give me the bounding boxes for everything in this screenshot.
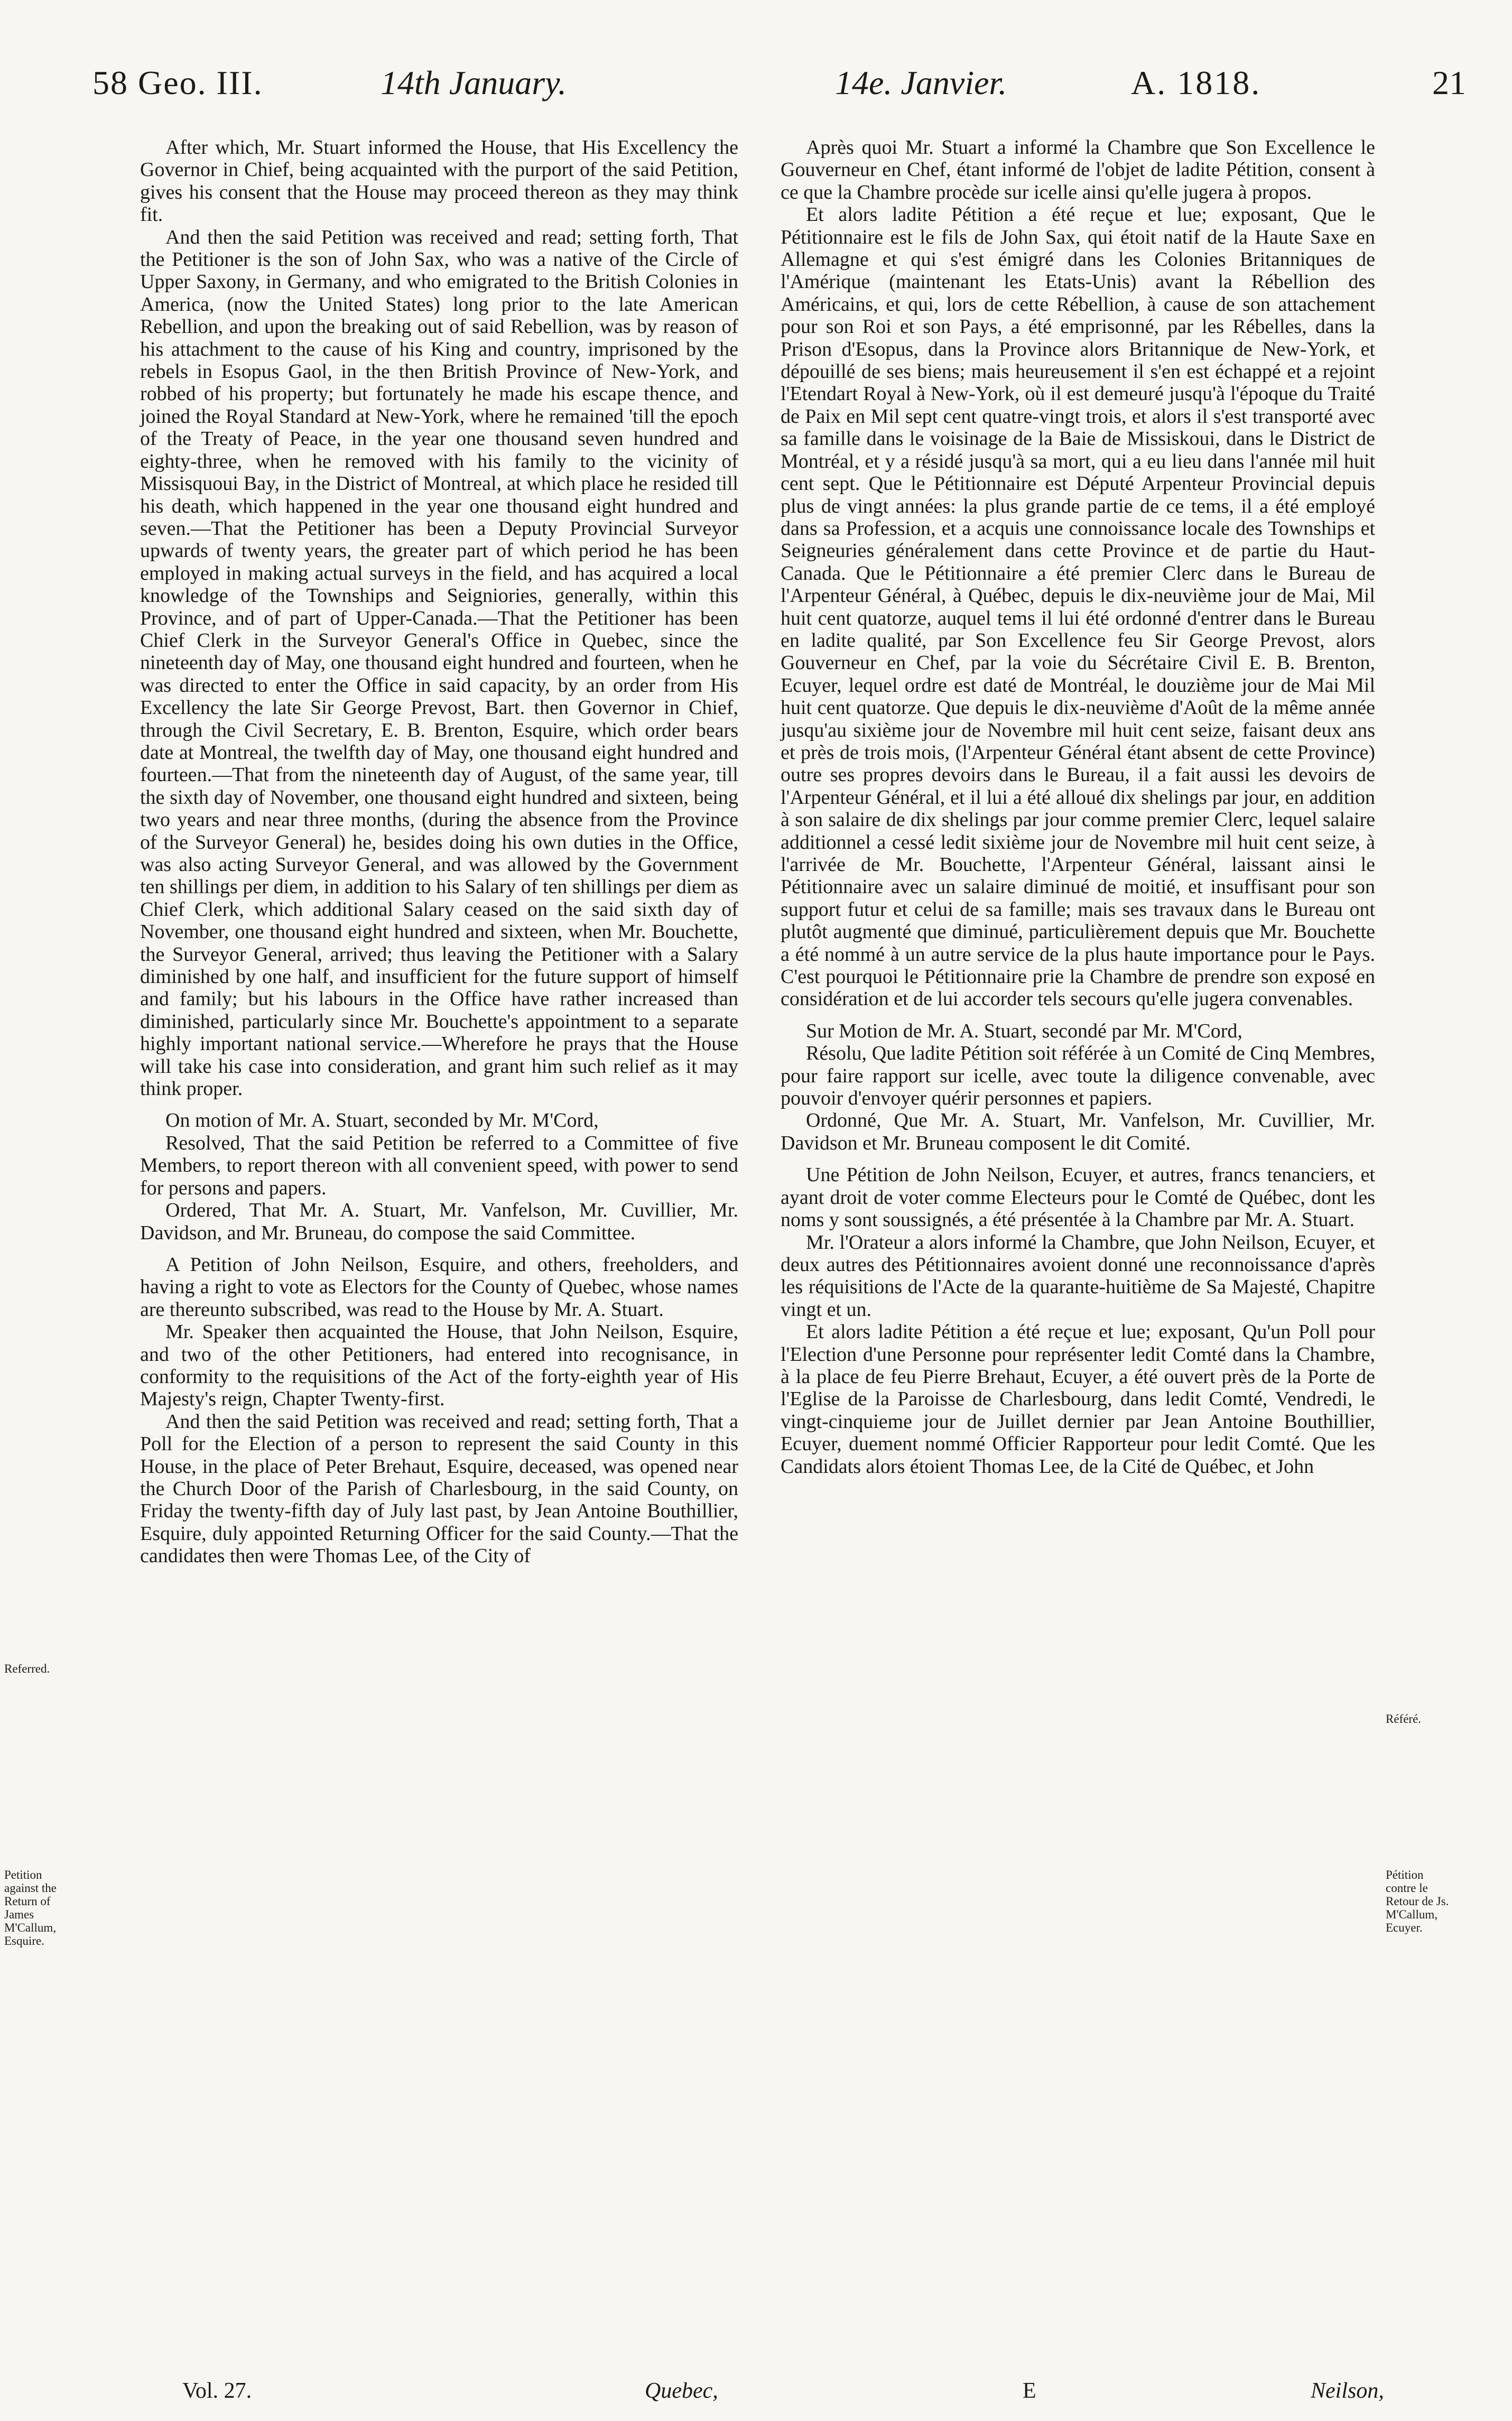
date-french: 14e. Janvier.: [835, 64, 1007, 101]
catchword-english: Quebec,: [645, 2379, 718, 2403]
running-header: [0, 63, 1512, 122]
paragraph: Resolved, That the said Petition be referred to a Committee of five Members, to report thereon with all convenient speed, with power to send for persons and papers.: [140, 1131, 738, 1199]
paragraph: And then the said Petition was received and read; setting forth, That the Petitioner is the son of John Sax, who was a native of the Circle of Upper Saxony, in Germany, and who emigrated to the British Colonies in America, (now the United States) long prior to the late American Rebellion, and upon the breaking out of said Rebellion, was by reason of his attachment to the cause of his King and country, imprisoned by the rebels in Esopus Gaol, in the then British Province of New-York, and robbed of his property; but fortunately he made his escape thence, and joined the Royal Standard at New-York, where he remained 'till the epoch of the Treaty of Peace, in the year one thousand seven hundred and eighty-three, when he removed with his family to the vicinity of Missisquoui Bay, in the District of Montreal, at which place he resided till his death, which happened in the year one thousand eight hundred and seven.—That the Petitioner has been a Deputy Provincial Surveyor upwards of twenty years, the greater part of which period he has been employed in making actual surveys in the field, and has acquired a local knowledge of the Townships and Seigniories, generally, within this Province, and of part of Upper-Canada.—That the Petitioner has been Chief Clerk in the Surveyor General's Office in Quebec, since the nineteenth day of May, one thousand eight hundred and fourteen, when he was directed to enter the Office in said capacity, by an order from His Excellency the late Sir George Prevost, Bart. then Governor in Chief, through the Civil Secretary, E. B. Brenton, Esquire, which order bears date at Montreal, the twelfth day of May, one thousand eight hundred and fourteen.—That from the nineteenth day of August, of the same year, till the sixth day of November, one thousand eight hundred and sixteen, being two years and near three months, (during the absence from the Province of the Surveyor General) he, besides doing his own duties in the Office, was also acting Surveyor General, and was allowed by the Government ten shillings per diem, in addition to his Salary of ten shillings per diem as Chief Clerk, which additional Salary ceased on the said sixth day of November, one thousand eight hundred and sixteen, when Mr. Bouchette, the Surveyor General, arrived; thus leaving the Petitioner with a Salary diminished by one half, and insufficient for the future support of himself and family; but his labours in the Office have rather increased than diminished, particularly since Mr. Bouchette's appointment to a separate highly important national service.—Wherefore he prays that the House will take his case into consideration, and grant him such relief as it may think proper.: [140, 226, 738, 1100]
regnal-year: 58 Geo. III.: [92, 64, 263, 101]
paragraph: On motion of Mr. A. Stuart, seconded by Mr. M'Cord,: [165, 1109, 599, 1132]
margin-note-referred-en: Referred.: [4, 1662, 50, 1675]
margin-note-petition-en: Petition against the Return of James M'Callum, Esquire.: [4, 1868, 57, 1947]
paragraph: Mr. l'Orateur a alors informé la Chambre, que John Neilson, Ecuyer, et deux autres des Pétitionnaires avoient donné une reconnoissance d'après les réquisitions de l'Acte de la quarante-huitième de Sa Majesté, Chapitre vingt et un.: [781, 1231, 1375, 1321]
paragraph: Après quoi Mr. Stuart a informé la Chambre que Son Excellence le Gouverneur en Chef, étant informé de l'objet de ladite Pétition, consent à ce que la Chambre procède sur icelle ainsi qu'elle jugera à propos.: [781, 136, 1375, 203]
paragraph: Ordonné, Que Mr. A. Stuart, Mr. Vanfelson, Mr. Cuvillier, Mr. Davidson et Mr. Bruneau composent le dit Comité.: [781, 1109, 1375, 1154]
page-number: 21: [1432, 64, 1466, 101]
paragraph: Une Pétition de John Neilson, Ecuyer, et autres, francs tenanciers, et ayant droit de voter comme Electeurs pour le Comté de Québec, dont les noms y sont soussignés, a été présentée à la Chambre par Mr. A. Stuart.: [781, 1164, 1375, 1231]
date-english: 14th January.: [381, 64, 567, 101]
paragraph: A Petition of John Neilson, Esquire, and others, freeholders, and having a right to vote as Electors for the County of Quebec, whose names are thereunto subscribed, was read to the House by Mr. A. Stuart.: [140, 1253, 738, 1321]
margin-note-referred-fr: Référé.: [1386, 1712, 1422, 1726]
paragraph: Sur Motion de Mr. A. Stuart, secondé par Mr. M'Cord,: [806, 1019, 1242, 1042]
paragraph: After which, Mr. Stuart informed the House, that His Excellency the Governor in Chief, being acquainted with the purport of the said Petition, gives his consent that the House may proceed thereon as they may think fit.: [140, 136, 738, 226]
catchword-french: Neilson,: [1311, 2379, 1384, 2403]
paragraph: Et alors ladite Pétition a été reçue et lue; exposant, Qu'un Poll pour l'Election d'une Personne pour représenter ledit Comté dans la Chambre, à la place de feu Pierre Brehaut, Ecuyer, a été ouvert près de la Porte de l'Eglise de la Paroisse de Charlesbourg, dans ledit Comté, Vendredi, le vingt-cinquieme jour de Juillet dernier par Jean Antoine Bouthillier, Ecuyer, duement nommé Officier Rapporteur pour ledit Comté. Que les Candidats alors étoient Thomas Lee, de la Cité de Québec, et John: [781, 1321, 1375, 1478]
paragraph: Ordered, That Mr. A. Stuart, Mr. Vanfelson, Mr. Cuvillier, Mr. Davidson, and Mr. Bruneau, do compose the said Committee.: [140, 1199, 738, 1244]
paragraph: And then the said Petition was received and read; setting forth, That a Poll for the Election of a person to represent the said County in this House, in the place of Peter Brehaut, Esquire, deceased, was opened near the Church Door of the Parish of Charlesbourg, in the said County, on Friday the twenty-fifth day of July last past, by Jean Antoine Bouthillier, Esquire, duly appointed Returning Officer for the said County.—That the candidates then were Thomas Lee, of the City of: [140, 1410, 738, 1567]
paragraph: Mr. Speaker then acquainted the House, that John Neilson, Esquire, and two of the other Petitioners, had entered into recognisance, in conformity to the requisitions of the Act of the forty-eighth year of His Majesty's reign, Chapter Twenty-first.: [140, 1321, 738, 1411]
signature-mark: E: [1023, 2379, 1036, 2403]
english-column: [140, 136, 738, 1567]
french-column: [781, 136, 1375, 1478]
volume-number: Vol. 27.: [182, 2379, 252, 2403]
paragraph: Et alors ladite Pétition a été reçue et lue; exposant, Que le Pétitionnaire est le fils de John Sax, qui étoit natif de la Haute Saxe en Allemagne et qui s'est émigré dans les Colonies Britanniques de l'Amérique (maintenant les Etats-Unis) avant la Rébellion des Américains, et qui, lors de cette Rébellion, à cause de son attachement pour son Roi et son Pays, a été emprisonné, par les Rébelles, dans la Prison d'Esopus, dans la Province alors Britannique de New-York, et dépouillé de ses biens; mais heureusement il s'en est échappé et a rejoint l'Etendart Royal à New-York, où il est demeuré jusqu'à l'époque du Traité de Paix en Mil sept cent quatre-vingt trois, et alors il s'est transporté avec sa famille dans le voisinage de la Baie de Missiskoui, dans le District de Montréal, et y a résidé jusqu'à sa mort, qui a eu lieu dans l'année mil huit cent sept. Que le Pétitionnaire est Député Arpenteur Provincial depuis plus de vingt années: la plus grande partie de ce tems, il a été employé dans sa Profession, et a acquis une connoissance locale des Townships et Seigneuries généralement dans cette Province et de partie du Haut-Canada. Que le Pétitionnaire a été premier Clerc dans le Bureau de l'Arpenteur Général, à Québec, depuis le dix-neuvième jour de Mai, Mil huit cent quatorze, auquel tems il lui été ordonné d'entrer dans le Bureau en ladite qualité, par Son Excellence feu Sir George Prevost, alors Gouverneur en Chef, par la voie du Sécrétaire Civil E. B. Brenton, Ecuyer, lequel ordre est daté de Montréal, le douzième jour de Mai Mil huit cent quatorze. Que depuis le dix-neuvième d'Août de la même année jusqu'au sixième jour de Novembre mil huit cent seize, faisant deux ans et près de trois mois, (l'Arpenteur Général étant absent de cette Province) outre ses propres devoirs dans le Bureau, il a fait aussi les devoirs de l'Arpenteur Général, et il lui a été alloué dix shelings par jour, en addition à son salaire de dix shelings par jour comme premier Clerc, lequel salaire additionnel a cessé ledit sixième jour de Novembre mil huit cent seize, à l'arrivée de Mr. Bouchette, l'Arpenteur Général, laissant ainsi le Pétitionnaire avec un salaire diminué de moitié, et insuffisant pour son support futur et celui de sa famille; mais ses travaux dans le Bureau ont plutôt augmenté que diminué, particulièrement depuis que Mr. Bouchette a été nommé à un autre service de la plus haute importance pour le Pays. C'est pourquoi le Pétitionnaire prie la Chambre de prendre son exposé en considération et de lui accorder tels secours qu'elle jugera convenables.: [781, 203, 1375, 1010]
margin-note-petition-fr: Pétition contre le Retour de Js. M'Callum, Ecuyer.: [1386, 1868, 1449, 1934]
year: A. 1818.: [1131, 64, 1261, 101]
paragraph: Résolu, Que ladite Pétition soit référée à un Comité de Cinq Membres, pour faire rapport sur icelle, avec toute la diligence convenable, avec pouvoir d'envoyer quérir personnes et papiers.: [781, 1042, 1375, 1110]
